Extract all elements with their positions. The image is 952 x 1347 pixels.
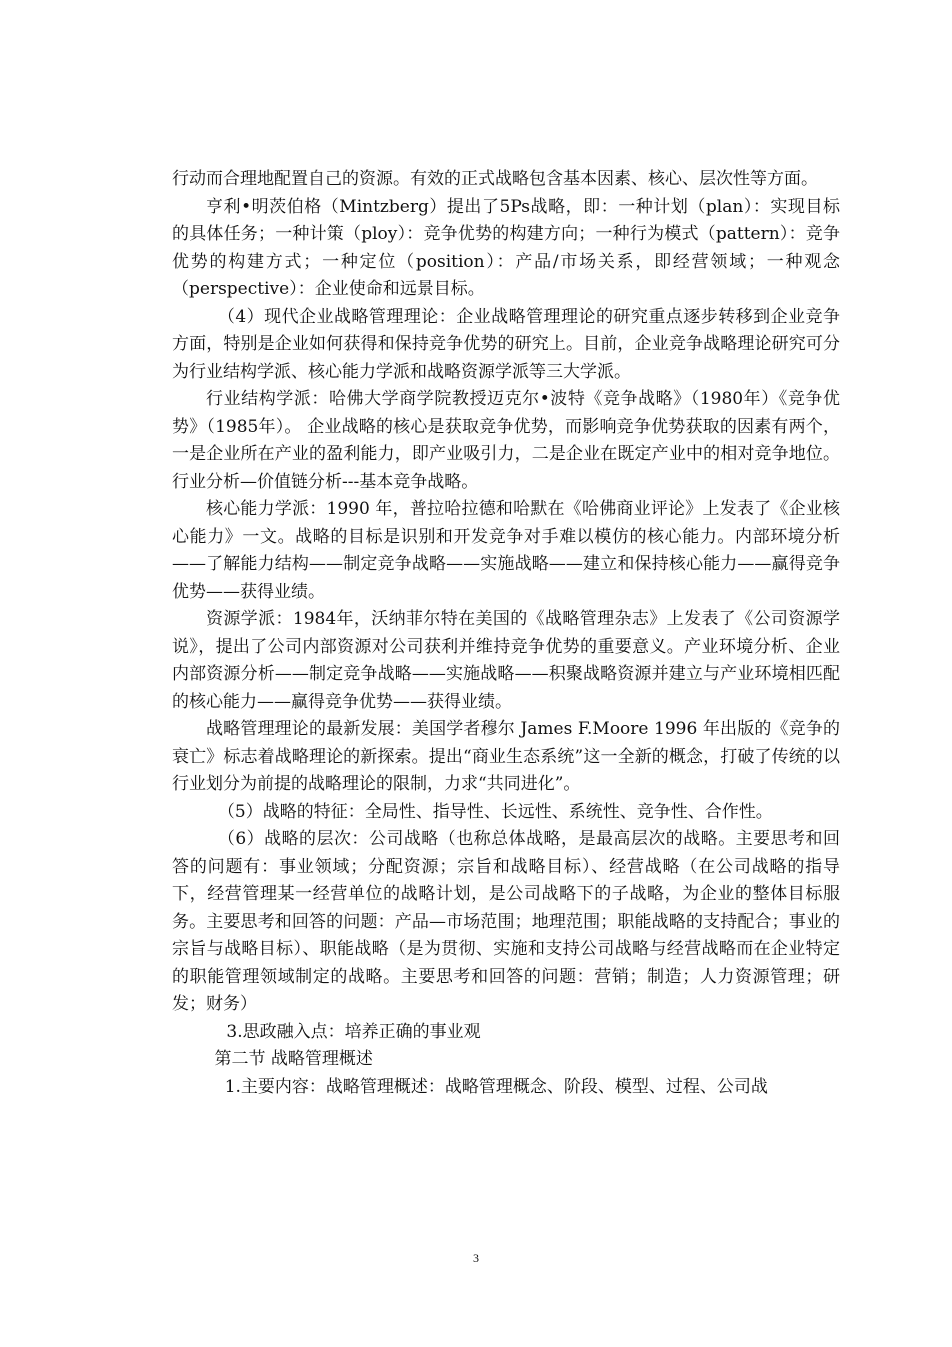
- paragraph-5ps-strategy: 亨利•明茨伯格（Mintzberg）提出了5Ps战略，即：一种计划（plan）：实现目标的具体任务；一种计策（ploy）：竞争优势的构建方向；一种行为模式（pattern）：竞争优势的构建方式；一种定位（position）：产品/市场关系，即经营领域；一种观念（perspective）：企业使命和远景目标。: [172, 196, 840, 299]
- body-text: [172, 166, 840, 1101]
- paragraph-latest-development: 战略管理理论的最新发展：美国学者穆尔 James F.Moore 1996 年出版的《竞争的衰亡》标志着战略理论的新探索。提出“商业生态系统”这一全新的概念，打破了传统的以行业划分为前提的战略理论的限制，力求“共同进化”。: [172, 719, 840, 794]
- paragraph-strategy-levels: （6）战略的层次：公司战略（也称总体战略，是最高层次的战略。主要思考和回答的问题有：事业领域；分配资源；宗旨和战略目标）、经营战略（在公司战略的指导下，经营管理某一经营单位的战略计划，是公司战略下的子战略，为企业的整体目标服务。主要思考和回答的问题：产品—市场范围；地理范围；职能战略的支持配合；事业的宗旨与战略目标）、职能战略（是为贯彻、实施和支持公司战略与经营战略而在企业特定的职能管理领域制定的战略。主要思考和回答的问题：营销；制造；人力资源管理；研发；财务）: [172, 829, 840, 1014]
- paragraph-modern-theory: （4）现代企业战略管理理论：企业战略管理理论的研究重点逐步转移到企业竞争方面，特别是企业如何获得和保持竞争优势的研究上。目前，企业竞争战略理论研究可分为行业结构学派、核心能力学派和战略资源学派等三大学派。: [172, 306, 840, 382]
- page-number: 3: [473, 1251, 479, 1265]
- paragraph-industry-structure-school: 行业结构学派：哈佛大学商学院教授迈克尔•波特《竞争战略》（1980年）《竞争优势》（1985年）。 企业战略的核心是获取竞争优势，而影响竞争优势获取的因素有两个，一是企业所在产业的盈利能力，即产业吸引力，二是企业在既定产业中的相对竞争地位。行业分析—价值链分析---基本竞争战略。: [172, 389, 840, 492]
- paragraph-resources: 行动而合理地配置自己的资源。有效的正式战略包含基本因素、核心、层次性等方面。: [172, 169, 818, 189]
- paragraph-strategy-features: （5）战略的特征：全局性、指导性、长远性、系统性、竞争性、合作性。: [217, 801, 773, 822]
- section-heading: 第二节 战略管理概述: [214, 1049, 373, 1069]
- paragraph-resource-school: 资源学派：1984年，沃纳菲尔特在美国的《战略管理杂志》上发表了《公司资源学说》，提出了公司内部资源对公司获利并维持竞争优势的重要意义。产业环境分析、企业内部资源分析——制定竞争战略——实施战略——积聚战略资源并建立与产业环境相匹配的核心能力——赢得竞争优势——获得业绩。: [172, 609, 840, 712]
- main-content-line: 1.主要内容：战略管理概述：战略管理概念、阶段、模型、过程、公司战: [224, 1076, 768, 1097]
- paragraph-core-competence-school: 核心能力学派：1990 年，普拉哈拉德和哈默在《哈佛商业评论》上发表了《企业核心能力》一文。战略的目标是识别和开发竞争对手难以模仿的核心能力。内部环境分析——了解能力结构——制定竞争战略——实施战略——建立和保持核心能力——赢得竞争优势——获得业绩。: [172, 499, 840, 602]
- ideology-point: 3.思政融入点：培养正确的事业观: [226, 1021, 481, 1042]
